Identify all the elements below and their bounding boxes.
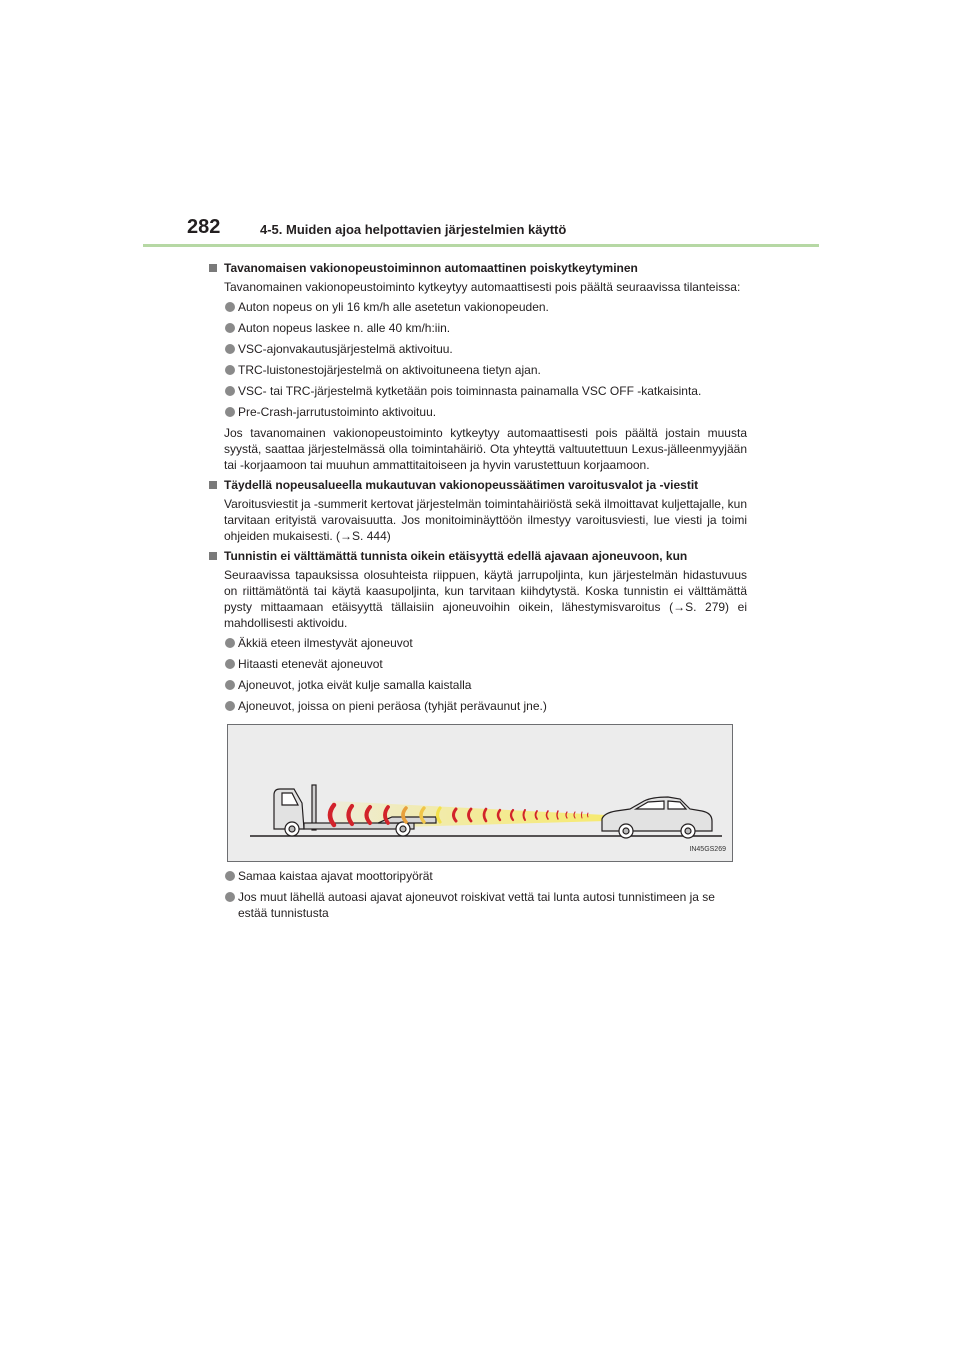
square-bullet-icon — [209, 264, 217, 272]
square-bullet-icon — [209, 481, 217, 489]
section-title — [209, 548, 747, 564]
list-item-text: Pre-Crash-jarrutustoiminto aktivoituu. — [238, 405, 437, 419]
section-title-text: Tunnistin ei välttämättä tunnista oikein etäisyyttä edellä ajavaan ajoneuvoon, kun — [224, 549, 688, 563]
list-item-text: Samaa kaistaa ajavat moottoripyörät — [238, 869, 433, 883]
list-item — [209, 635, 747, 651]
page-header — [143, 212, 819, 248]
list-item-text: Ajoneuvot, jotka eivät kulje samalla kaistalla — [238, 678, 472, 692]
list-item — [209, 698, 747, 714]
list-item — [209, 868, 747, 884]
list-item-text: VSC- tai TRC-järjestelmä kytketään pois toiminnasta painamalla VSC OFF -katkaisinta. — [238, 384, 702, 398]
radar-illustration — [227, 724, 733, 862]
list-item-text: Äkkiä eteen ilmestyvät ajoneuvot — [238, 636, 413, 650]
image-code: IN45GS269 — [689, 846, 726, 853]
square-bullet-icon — [209, 552, 217, 560]
section-title — [209, 260, 747, 276]
bullet-dot-icon — [225, 323, 235, 333]
bullet-dot-icon — [225, 365, 235, 375]
page-content — [209, 256, 747, 926]
list-item — [209, 404, 747, 420]
bullet-dot-icon — [225, 407, 235, 417]
section-title — [209, 477, 747, 493]
paragraph: Seuraavissa tapauksissa olosuhteista riippuen, käytä jarrupoljinta, kun järjestelmän hidastuvuus on riittämätöntä tai käytä kaasupoljinta, kun tarvitaan kiihdytystä. Koska tunnistin ei välttämättä pysty mittaamaan etäisyyttä tällaisiin ajoneuvoihin oikein, lähestymisvaroitus (→S. 279) ei mahdollisesti aktivoidu. — [224, 568, 747, 630]
list-item-text: Auton nopeus on yli 16 km/h alle asetetun vakionopeuden. — [238, 300, 549, 314]
list-item — [209, 362, 747, 378]
list-item-text: Auton nopeus laskee n. alle 40 km/h:iin. — [238, 321, 451, 335]
list-item — [209, 299, 747, 315]
paragraph: Varoitusviestit ja -summerit kertovat järjestelmän toimintahäiriöstä sekä ilmoittavat kuljettajalle, kun tarvitaan erityistä varovaisuutta. Jos monitoiminäyttöön ilmestyy varoitusviesti, lue viesti ja toimi ohjeiden mukaisesti. (→S. 444) — [224, 497, 747, 543]
section-title-text: Täydellä nopeusalueella mukautuvan vakionopeussäätimen varoitusvalot ja -viestit — [224, 478, 699, 492]
bullet-dot-icon — [225, 680, 235, 690]
list-item — [209, 320, 747, 336]
bullet-dot-icon — [225, 892, 235, 902]
list-item — [209, 889, 747, 921]
bullet-dot-icon — [225, 302, 235, 312]
bullet-dot-icon — [225, 638, 235, 648]
list-item-text: Hitaasti etenevät ajoneuvot — [238, 657, 383, 671]
chapter-title: 4-5. Muiden ajoa helpottavien järjestelmien käyttö — [260, 222, 567, 237]
list-item — [209, 656, 747, 672]
page-number: 282 — [187, 216, 221, 238]
sedan-car-icon — [602, 797, 712, 838]
paragraph: Jos tavanomainen vakionopeustoiminto kytkeytyy automaattisesti pois päältä jostain muusta syystä, saattaa järjestelmässä olla toimintahäiriö. Ota yhteyttä valtuutettuun Lexus-jälleenmyyjään tai -korjaamoon tai muuhun ammattitaitoiseen ja hyvin varustettuun korjaamoon. — [224, 426, 747, 472]
list-item-text: VSC-ajonvakautusjärjestelmä aktivoituu. — [238, 342, 453, 356]
bullet-dot-icon — [225, 659, 235, 669]
paragraph: Tavanomainen vakionopeustoiminto kytkeytyy automaattisesti pois päältä seuraavissa tilanteissa: — [224, 280, 741, 294]
radar-illustration-graphic — [228, 725, 732, 861]
bullet-dot-icon — [225, 344, 235, 354]
list-item-text: Ajoneuvot, joissa on pieni peräosa (tyhjät perävaunut jne.) — [238, 699, 547, 713]
list-item-text: TRC-luistonestojärjestelmä on aktivoituneena tietyn ajan. — [238, 363, 541, 377]
bullet-dot-icon — [225, 701, 235, 711]
header-rule — [143, 244, 819, 247]
list-item — [209, 677, 747, 693]
list-item — [209, 383, 747, 399]
list-item — [209, 341, 747, 357]
section-title-text: Tavanomaisen vakionopeustoiminnon automaattinen poiskytkeytyminen — [224, 261, 638, 275]
bullet-dot-icon — [225, 386, 235, 396]
list-item-text: Jos muut lähellä autoasi ajavat ajoneuvot roiskivat vettä tai lunta autosi tunnistimeen ja se estää tunnistusta — [238, 890, 715, 920]
bullet-dot-icon — [225, 871, 235, 881]
